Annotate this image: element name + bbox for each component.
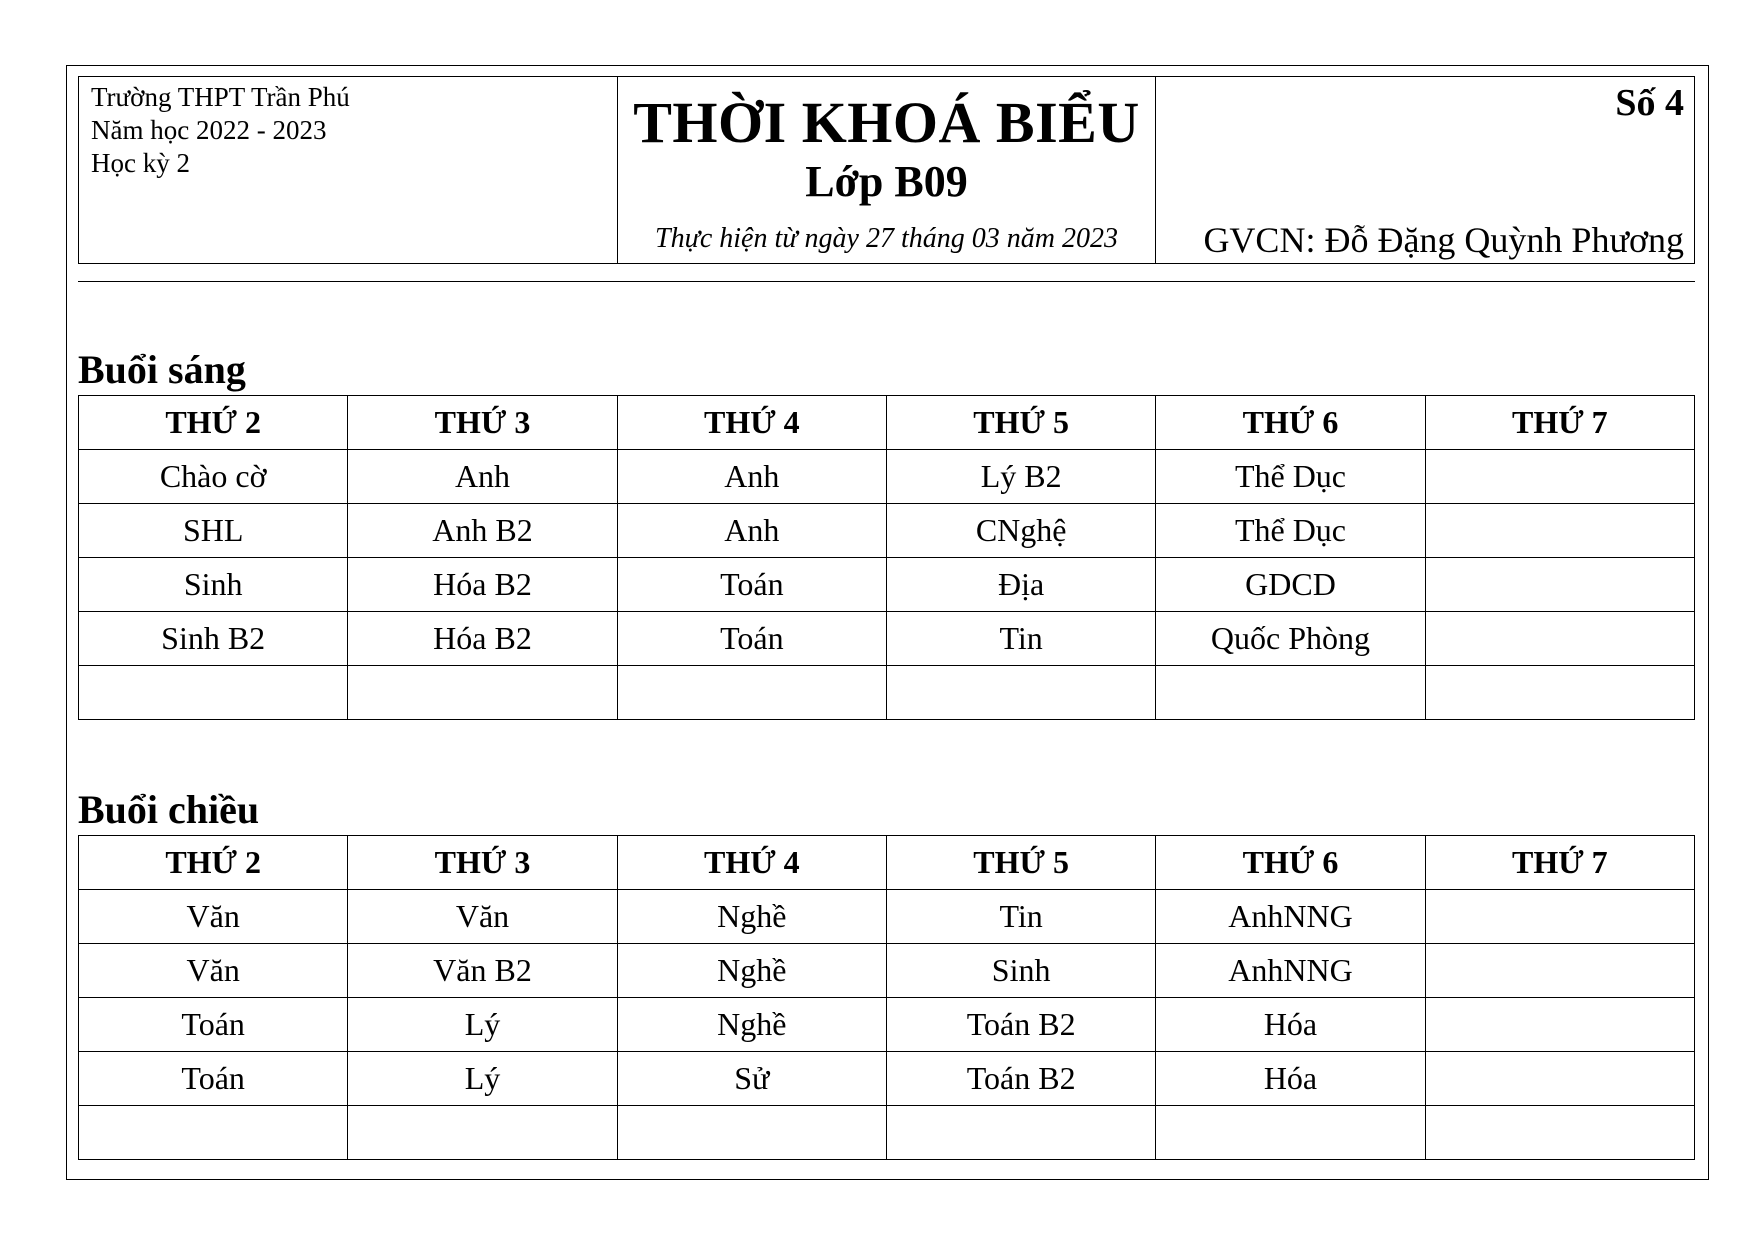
subject-cell: Toán B2 (886, 998, 1155, 1052)
subject-cell: Toán (79, 1052, 348, 1106)
subject-cell (1156, 666, 1425, 720)
subject-cell: Hóa (1156, 1052, 1425, 1106)
subject-cell: Lý B2 (886, 450, 1155, 504)
subject-cell (79, 666, 348, 720)
subject-cell: Anh (348, 450, 617, 504)
subject-cell (1425, 1052, 1694, 1106)
page-title: THỜI KHOÁ BIỂU (633, 90, 1140, 155)
subject-cell: Sinh (886, 944, 1155, 998)
table-row (79, 612, 1695, 666)
subject-cell (1425, 890, 1694, 944)
subject-cell: Toán (617, 612, 886, 666)
morning-schedule-table (78, 395, 1695, 720)
day-header: THỨ 6 (1156, 396, 1425, 450)
day-header: THỨ 4 (617, 836, 886, 890)
subject-cell (348, 1106, 617, 1160)
subject-cell (79, 1106, 348, 1160)
header-row (79, 396, 1695, 450)
schedule-number: Số 4 (1615, 82, 1684, 124)
day-header: THỨ 3 (348, 836, 617, 890)
table-row (79, 666, 1695, 720)
day-header: THỨ 6 (1156, 836, 1425, 890)
subject-cell (1425, 450, 1694, 504)
header-table (78, 76, 1695, 264)
subject-cell: GDCD (1156, 558, 1425, 612)
subject-cell: Lý (348, 1052, 617, 1106)
subject-cell: Địa (886, 558, 1155, 612)
subject-cell: Nghề (617, 890, 886, 944)
subject-cell: AnhNNG (1156, 944, 1425, 998)
subject-cell: Tin (886, 890, 1155, 944)
subject-cell: CNghệ (886, 504, 1155, 558)
subject-cell (1425, 1106, 1694, 1160)
table-row (79, 558, 1695, 612)
effective-date: Thực hiện từ ngày 27 tháng 03 năm 2023 (655, 223, 1118, 254)
table-row (79, 998, 1695, 1052)
subject-cell (617, 1106, 886, 1160)
table-row (79, 1106, 1695, 1160)
subject-cell: Văn (79, 890, 348, 944)
subject-cell: Toán (617, 558, 886, 612)
subject-cell: Văn (348, 890, 617, 944)
subject-cell (617, 666, 886, 720)
subject-cell: SHL (79, 504, 348, 558)
subject-cell: Anh (617, 504, 886, 558)
subject-cell: Anh B2 (348, 504, 617, 558)
day-header: THỨ 5 (886, 836, 1155, 890)
homeroom-teacher: GVCN: Đỗ Đặng Quỳnh Phương (1203, 220, 1684, 260)
subject-cell: Hóa B2 (348, 558, 617, 612)
subject-cell: Toán (79, 998, 348, 1052)
subject-cell: Toán B2 (886, 1052, 1155, 1106)
subject-cell (1425, 944, 1694, 998)
table-row (79, 504, 1695, 558)
subject-cell (1425, 998, 1694, 1052)
subject-cell: Thể Dục (1156, 504, 1425, 558)
afternoon-heading: Buổi chiều (78, 787, 260, 832)
meta-block (1156, 77, 1695, 264)
school-year: Năm học 2022 - 2023 (91, 115, 327, 145)
school-name: Trường THPT Trần Phú (91, 82, 350, 112)
table-row (79, 1052, 1695, 1106)
subject-cell (1425, 558, 1694, 612)
subject-cell: Lý (348, 998, 617, 1052)
day-header: THỨ 2 (79, 836, 348, 890)
subject-cell: Thể Dục (1156, 450, 1425, 504)
day-header: THỨ 7 (1425, 396, 1694, 450)
subject-cell (886, 1106, 1155, 1160)
subject-cell (886, 666, 1155, 720)
school-info (79, 77, 618, 264)
subject-cell: Sử (617, 1052, 886, 1106)
subject-cell (348, 666, 617, 720)
subject-cell: Nghề (617, 944, 886, 998)
school-term: Học kỳ 2 (91, 148, 190, 178)
subject-cell: Sinh (79, 558, 348, 612)
subject-cell: Văn (79, 944, 348, 998)
morning-heading: Buổi sáng (78, 347, 246, 392)
subject-cell (1425, 666, 1694, 720)
day-header: THỨ 7 (1425, 836, 1694, 890)
table-row (79, 890, 1695, 944)
header-row (79, 836, 1695, 890)
subject-cell: Hóa (1156, 998, 1425, 1052)
table-row (79, 450, 1695, 504)
table-row (79, 944, 1695, 998)
subject-cell: Hóa B2 (348, 612, 617, 666)
day-header: THỨ 5 (886, 396, 1155, 450)
subject-cell: Chào cờ (79, 450, 348, 504)
subject-cell (1156, 1106, 1425, 1160)
day-header: THỨ 4 (617, 396, 886, 450)
subject-cell: AnhNNG (1156, 890, 1425, 944)
subject-cell: Nghề (617, 998, 886, 1052)
subject-cell: Quốc Phòng (1156, 612, 1425, 666)
class-label: Lớp B09 (805, 157, 968, 206)
subject-cell: Tin (886, 612, 1155, 666)
subject-cell: Văn B2 (348, 944, 617, 998)
subject-cell: Sinh B2 (79, 612, 348, 666)
title-block (617, 77, 1156, 264)
day-header: THỨ 2 (79, 396, 348, 450)
day-header: THỨ 3 (348, 396, 617, 450)
subject-cell (1425, 504, 1694, 558)
divider (78, 281, 1695, 282)
subject-cell (1425, 612, 1694, 666)
subject-cell: Anh (617, 450, 886, 504)
afternoon-schedule-table (78, 835, 1695, 1160)
